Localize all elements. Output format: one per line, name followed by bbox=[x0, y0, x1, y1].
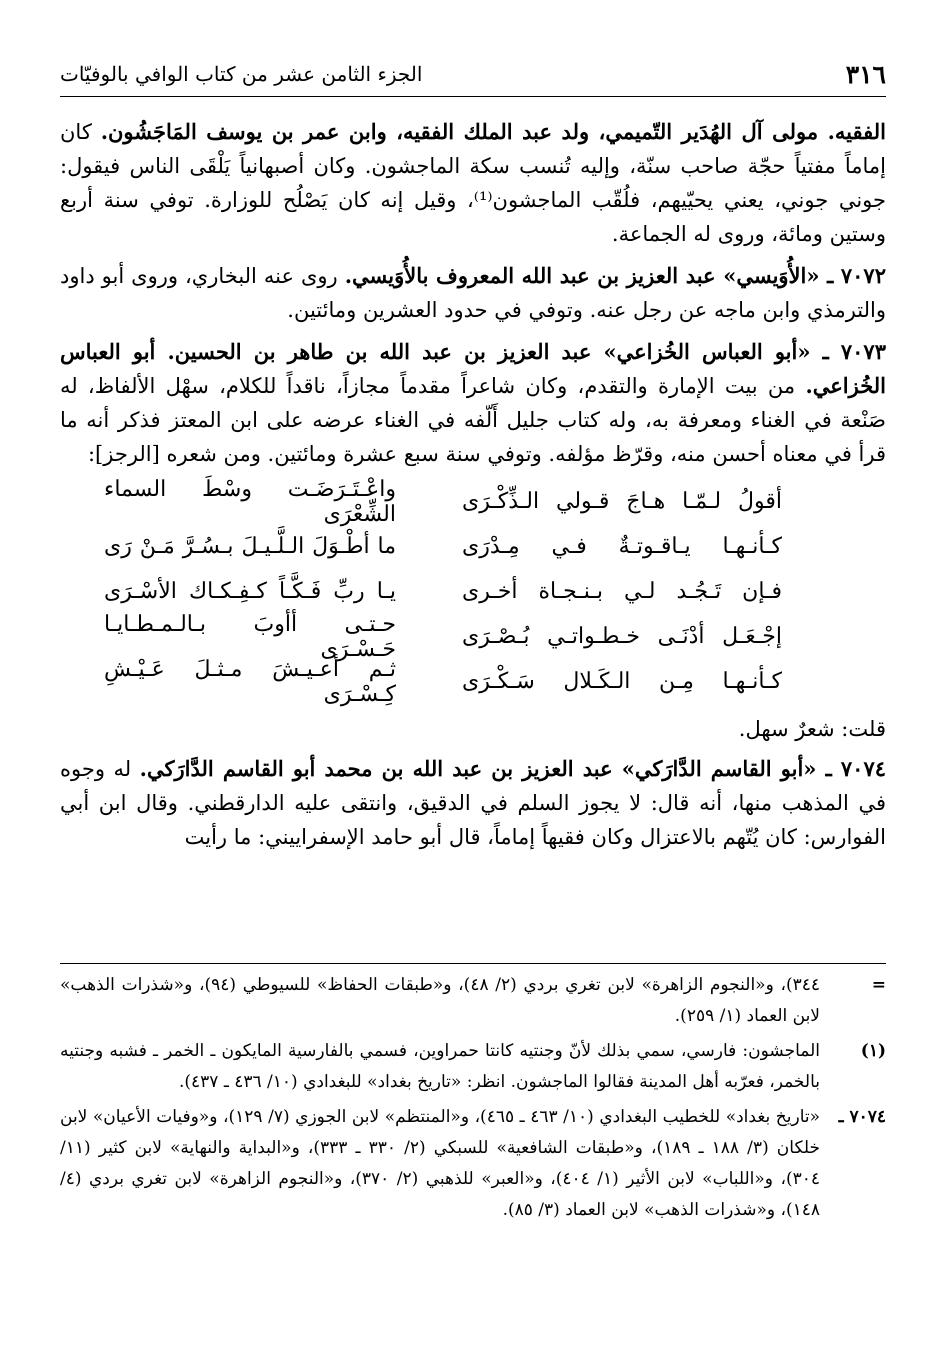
entry-heading: الفقيه. مولى آل الهُدَير التّميمي، ولد عبد الملك الفقيه، وابن عمر بن يوسف المَاجَشُون. bbox=[100, 119, 886, 144]
footnote-text: «تاريخ بغداد» للخطيب البغدادي (١٠/ ٤٦٣ ـ ٤٦٥)، و«المنتظم» لابن الجوزي (٧/ ١٢٩)، و«وفيات الأعيان» لابن خلكان (٣/ ١٨٨ ـ ١٨٩)، و«طبقات الشافعية» للسبكي (٢/ ٣٣٠ ـ ٣٣٣)، و«البداية والنهاية» لابن كثير (١١/ ٣٠٤)، و«اللباب» لابن الأثير (١/ ٤٠٤)، و«العبر» للذهبي (٢/ ٣٧٠)، و«النجوم الزاهرة» لابن تغري بردي (٤/ ١٤٨)، و«شذرات الذهب» لابن العماد (٣/ ٨٥). bbox=[60, 1107, 821, 1220]
footnote-marker: ٧٠٧٤ ـ bbox=[838, 1107, 886, 1127]
poem-verse bbox=[60, 611, 886, 662]
footnotes bbox=[60, 963, 886, 1230]
paragraph-4 bbox=[60, 752, 886, 854]
paragraph-3 bbox=[60, 335, 886, 471]
verse-second-hemistich: ثـم أعـيـشَ مـثـلَ عَـيْـشِ كِـسْـرَى bbox=[104, 656, 396, 707]
entry-heading: ٧٠٧٢ ـ «الأُوَيسي» عبد العزيز بن عبد الله المعروف بالأُوَيسي. bbox=[344, 263, 886, 288]
entry-heading: ٧٠٧٤ ـ «أبو القاسم الدَّارَكي» عبد العزيز بن عبد الله بن محمد أبو القاسم الدَّارَكي. bbox=[139, 756, 887, 781]
paragraph-1 bbox=[60, 115, 886, 251]
entry-text: كان إماماً مفتياً حجّة صاحب سنّة، وإليه تُنسب سكة الماجشون. وكان أصبهانياً يَلْقَى الناس فيقول: جوني جوني، يعني يحيّيهم، فلُقّب الماجشون⁽¹⁾، وقيل إنه كان يَصْلُح للوزارة. توفي سنة أربع وستين ومائة، وروى له الجماعة. bbox=[60, 120, 886, 246]
author-remark: قلت: شعرٌ سهل. bbox=[738, 717, 886, 741]
entry-heading: ٧٠٧٣ ـ «أبو العباس الخُزاعي» عبد العزيز بن عبد الله بن طاهر بن الحسين. أبو العباس الخُزاعي. bbox=[60, 339, 886, 398]
poem-verse bbox=[60, 569, 886, 614]
verse-first-hemistich: أقولُ لـمّـا هـاجَ قـولي الـذِّكْـرَى bbox=[462, 489, 782, 514]
footnote bbox=[60, 970, 886, 1032]
footnote-text: ٣٤٤)، و«النجوم الزاهرة» لابن تغري بردي (٢/ ٤٨)، و«طبقات الحفاظ» للسيوطي (٩٤)، و«شذرات الذهب» لابن العماد (١/ ٢٥٩). bbox=[60, 975, 820, 1026]
footnote-marker: (١) bbox=[860, 1041, 886, 1061]
main-text bbox=[60, 115, 886, 862]
poem bbox=[60, 476, 886, 707]
verse-first-hemistich: إجْـعَـل أدْنَـى خـطـواتـي بُـصْـرَى bbox=[462, 624, 782, 649]
verse-second-hemistich: حـتـى أأوبَ بـالـمـطـايـا حَـسْـرَى bbox=[104, 611, 396, 662]
footnote-marker: = bbox=[871, 975, 886, 995]
page-header bbox=[60, 52, 886, 97]
verse-first-hemistich: كـأنـهـا يـاقـوتـةٌ فـي مِـدْرَى bbox=[462, 534, 782, 559]
entry-text: روى عنه البخاري، وروى أبو داود والترمذي وابن ماجه عن رجل عنه. وتوفي في حدود العشرين ومائتين. bbox=[60, 264, 886, 322]
running-title: الجزء الثامن عشر من كتاب الوافي بالوفيّات bbox=[60, 62, 423, 86]
footnote bbox=[60, 1102, 886, 1226]
verse-second-hemistich: يـا ربِّ فَـكَّـاً كـفِـكـاك الأسْـرَى bbox=[104, 579, 396, 604]
poem-verse bbox=[60, 476, 886, 527]
entry-text: من بيت الإمارة والتقدم، وكان شاعراً مقدماً مجازاً، ناقداً للكلام، سهْل الألفاظ، له صَنْعة في الغناء ومعرفة به، وله كتاب جليل أَلّفه في الغناء عرضه على ابن المعتز فذكر أنه ما قرأ في معناه أحسن منه، وقرّظ مؤلفه. وتوفي سنة سبع عشرة ومائتين. ومن شعره [الرجز]: bbox=[60, 374, 886, 466]
footnote bbox=[60, 1036, 886, 1098]
verse-first-hemistich: فـإن تَـجُـد لـي بـنـجـاة أخـرى bbox=[462, 579, 782, 604]
entry-text: له وجوه في المذهب منها، أنه قال: لا يجوز السلم في الدقيق، وانتقى عليه الدارقطني. وقال ابن أبي الفوارس: كان يُتّهم بالاعتزال وكان فقيهاً إماماً، قال أبو حامد الإسفراييني: ما رأيت bbox=[60, 757, 886, 849]
paragraph-2 bbox=[60, 259, 886, 327]
poem-verse bbox=[60, 524, 886, 569]
poem-verse bbox=[60, 656, 886, 707]
verse-second-hemistich: ما أطْـوَلَ الـلَّـيـلَ بـسُـرَّ مَـنْ رَى bbox=[104, 534, 396, 559]
page-number: ٣١٦ bbox=[845, 59, 886, 89]
verse-first-hemistich: كـأنـهـا مِـن الـكَـلال سَـكْـرَى bbox=[462, 669, 782, 694]
verse-second-hemistich: واعْـتَـرَضَـت وسْطَ السماء الشِّعْرَى bbox=[104, 476, 396, 527]
footnote-text: الماجشون: فارسي، سمي بذلك لأنّ وجنتيه كانتا حمراوين، فسمي بالفارسية المايكون ـ الخمر ـ فشبه وجنتيه بالخمر، فعرّبه أهل المدينة فقالوا الماجشون. انظر: «تاريخ بغداد» للبغدادي (١٠/ ٤٣٦ ـ ٤٣٧). bbox=[60, 1041, 820, 1092]
